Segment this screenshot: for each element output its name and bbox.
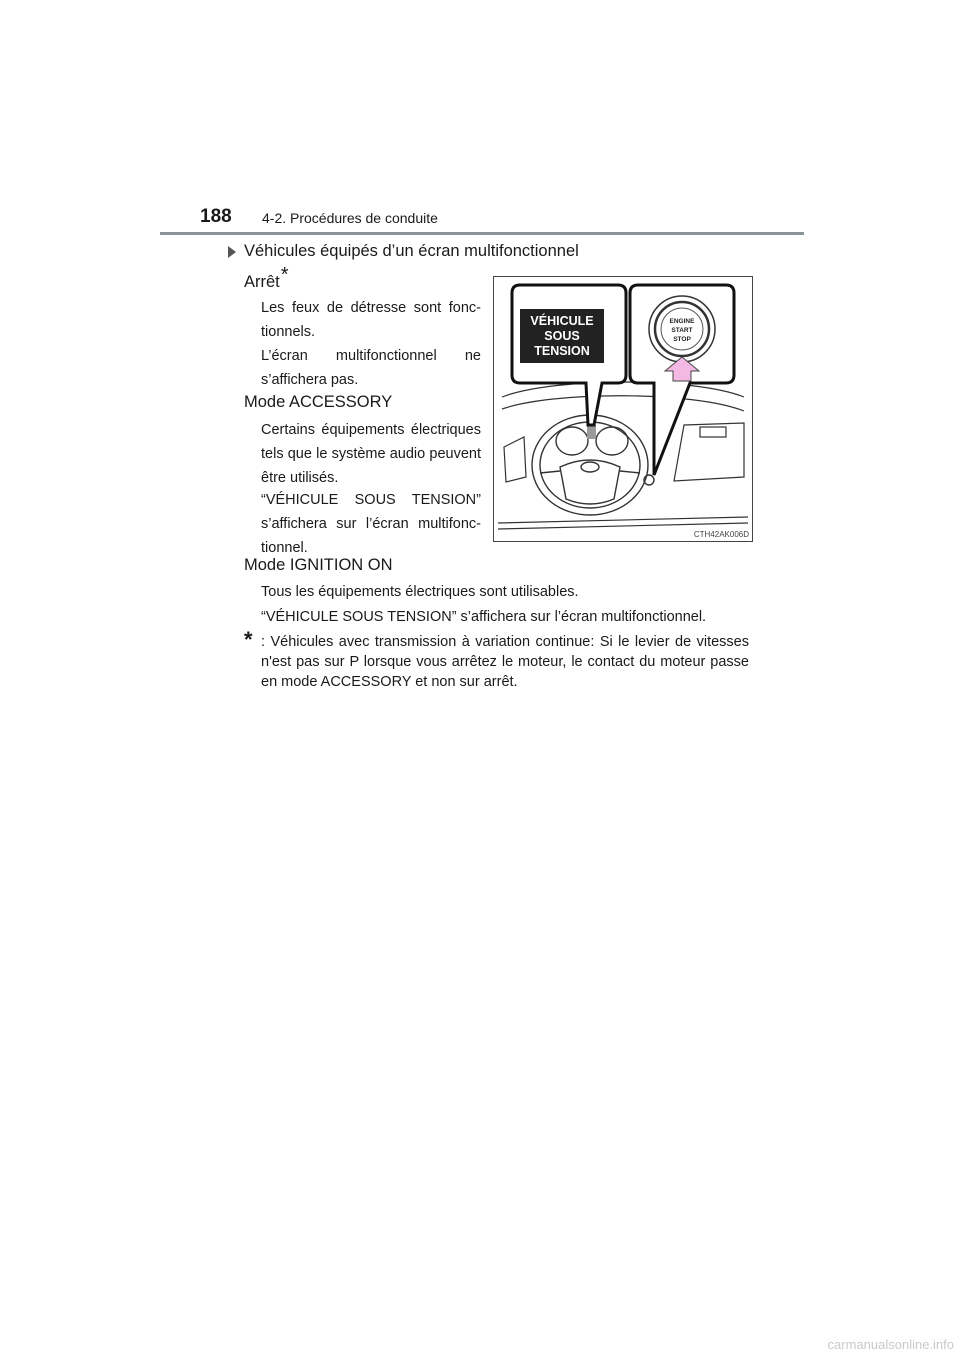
button-text-2: START xyxy=(671,327,693,334)
accessory-paragraph-1: Certains équipements électriques tels que le système audio peuvent être utilisés. xyxy=(261,422,481,486)
footnote-marker: * xyxy=(244,627,253,652)
footnote-text: : Véhicules avec transmission à variation continue: Si le levier de vitesses n'est pas sur P lorsque vous arrêtez le moteur, le contact du moteur passe en mode ACCESSORY et non sur arrêt. xyxy=(261,634,749,690)
chapter-title: 4-2. Procédures de conduite xyxy=(262,210,438,226)
heading-off-text: Arrêt xyxy=(244,273,280,291)
page-number: 188 xyxy=(200,206,232,227)
heading-accessory: Mode ACCESSORY xyxy=(244,393,393,411)
footnote xyxy=(244,627,749,692)
page-header xyxy=(160,206,804,236)
illustration xyxy=(493,276,753,542)
heading-off xyxy=(244,264,289,293)
figure-code: CTH42AK006D xyxy=(693,530,749,539)
display-text-3: TENSION xyxy=(534,344,590,358)
off-paragraph-1: Les feux de détresse sont fonctionnels. xyxy=(261,300,481,340)
ignition-paragraph-2: “VÉHICULE SOUS TENSION” s’affichera sur l’écran multifonctionnel. xyxy=(261,609,707,625)
heading-ignition: Mode IGNITION ON xyxy=(244,556,393,574)
display-text-1: VÉHICULE xyxy=(530,314,594,328)
triangle-bullet-icon xyxy=(228,246,236,258)
off-paragraph-2: L’écran multifonctionnel ne s’affichera pas. xyxy=(261,348,481,388)
dashboard-illustration xyxy=(494,277,752,541)
watermark: carmanualsonline.info xyxy=(827,1337,954,1352)
button-callout xyxy=(630,285,734,475)
ignition-paragraph-1: Tous les équipements électriques sont utilisables. xyxy=(261,584,579,600)
button-text-1: ENGINE xyxy=(669,318,695,325)
button-text-3: STOP xyxy=(673,336,691,343)
section-title: Véhicules équipés d’un écran multifonctionnel xyxy=(244,242,579,260)
header-rule xyxy=(160,232,804,235)
accessory-paragraph-2: “VÉHICULE SOUS TENSION” s’affichera sur l’écran multifonctionnel. xyxy=(261,492,481,556)
footnote-star: * xyxy=(280,264,289,286)
instrument-display xyxy=(587,425,596,439)
display-text-2: SOUS xyxy=(544,329,580,343)
display-callout xyxy=(512,285,626,425)
section-heading xyxy=(228,242,579,261)
